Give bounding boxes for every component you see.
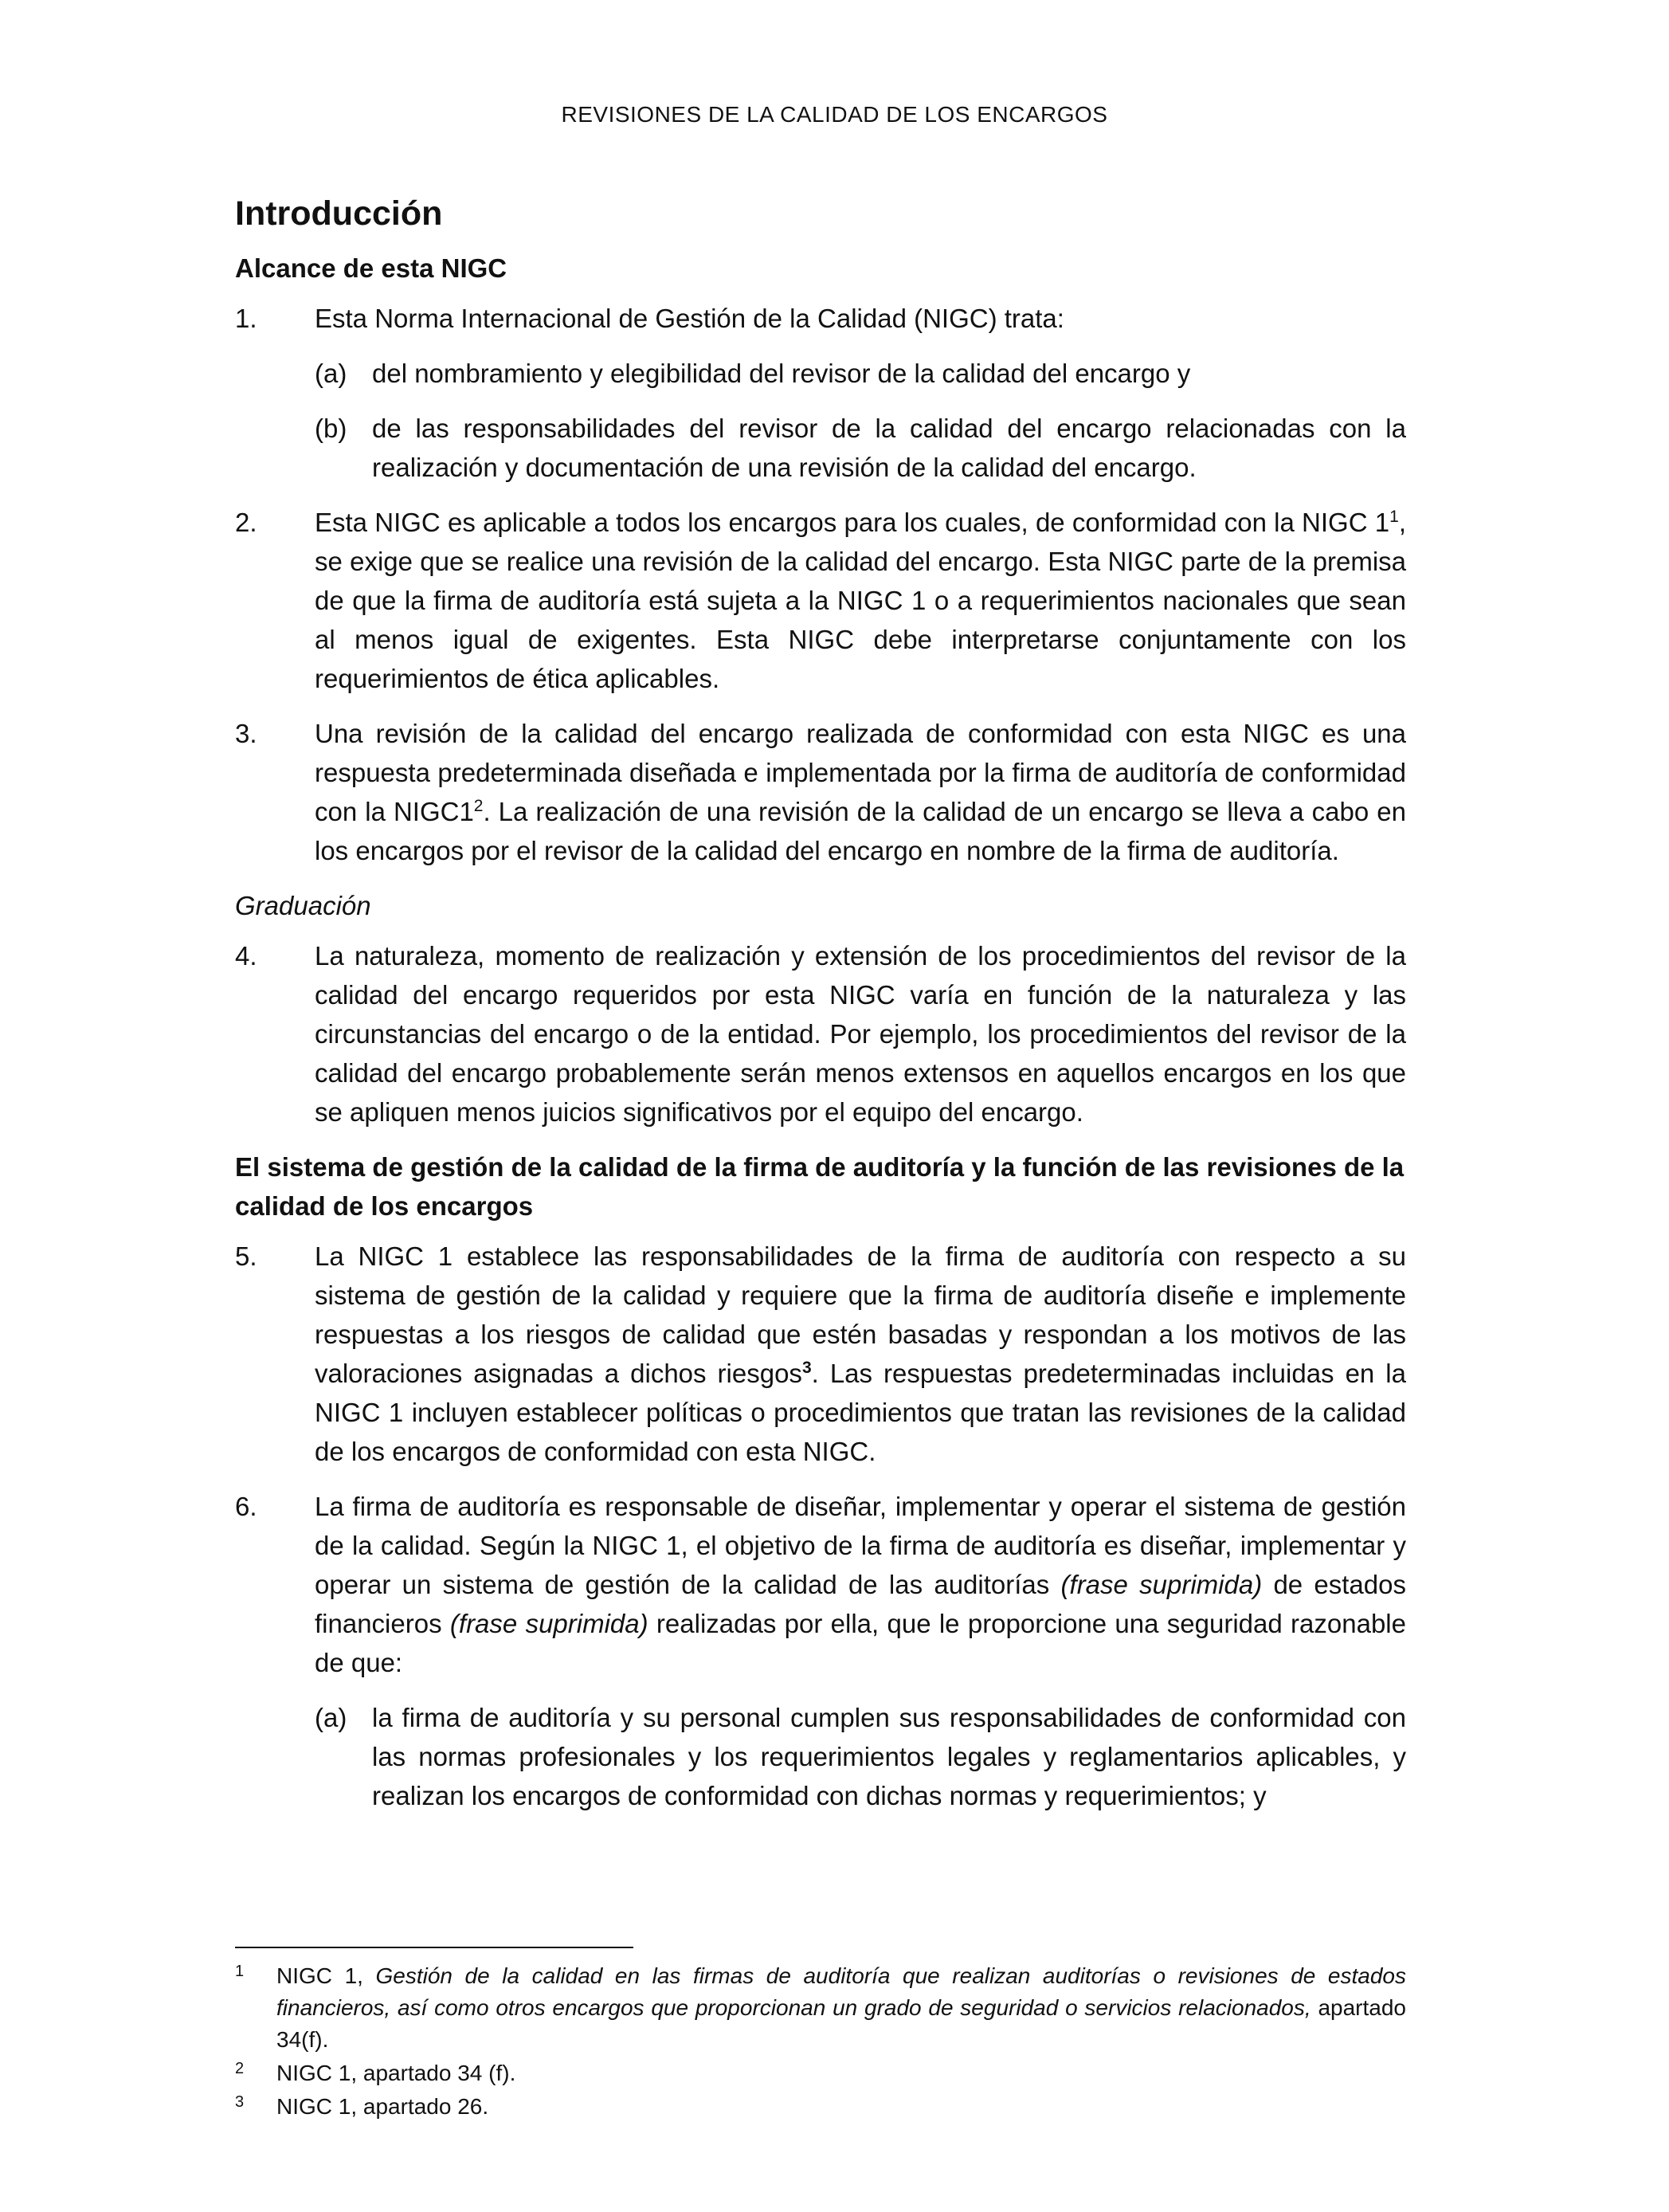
- body-content: [235, 191, 1406, 1831]
- footnote-separator: [235, 1947, 633, 1948]
- paragraph-3: [235, 714, 1406, 870]
- italic-run: Gestión de la calidad en las firmas de auditoría que realizan auditorías o revisiones de estados financieros, así como otros encargos que proporcionan un grado de seguridad o servicios relacionados,: [276, 1963, 1406, 2020]
- text-run: , se exige que se realice una revisión de la calidad del encargo. Esta NIGC parte de la premisa de que la firma de auditoría está sujeta a la NIGC 1 o a requerimientos nacionales que sean al menos igual de exigentes. Esta NIGC debe interpretarse conjuntamente con los requerimientos de ética aplicables.: [315, 508, 1406, 693]
- paragraph-6: [235, 1487, 1406, 1682]
- text-run: Una revisión de la calidad del encargo realizada de conformidad con esta NIGC es una respuesta predeterminada diseñada e implementada por la firma de auditoría de conformidad con la NIGC1: [315, 719, 1406, 826]
- paragraph-text: [315, 714, 1406, 870]
- paragraph-number: 5.: [235, 1241, 257, 1271]
- subitem-6a: [235, 1698, 1406, 1815]
- paragraph-1: [235, 299, 1406, 338]
- footnote-number: 2: [235, 2060, 245, 2077]
- paragraph-text: La naturaleza, momento de realización y extensión de los procedimientos del revisor de la calidad del encargo requeridos por esta NIGC varía en función de la naturaleza y las circunstancias del encargo o de la entidad. Por ejemplo, los procedimientos del revisor de la calidad del encargo probablemente serán menos extensos en aquellos encargos en los que se apliquen menos juicios significativos por el equipo del encargo.: [315, 941, 1406, 1127]
- subitem-letter: (b): [315, 414, 347, 443]
- subitem-letter: (a): [315, 1703, 347, 1732]
- text-run: realizadas por ella, que le proporcione una seguridad razonable de que:: [315, 1609, 1406, 1677]
- subitem-text: la firma de auditoría y su personal cumplen sus responsabilidades de conformidad con las normas profesionales y los requerimientos legales y reglamentarios aplicables, y realizan los encargos de conformidad con dichas normas y requerimientos; y: [372, 1703, 1406, 1810]
- subitem-1b: [235, 409, 1406, 487]
- text-run: La NIGC 1 establece las responsabilidades de la firma de auditoría con respecto a su sistema de gestión de la calidad y requiere que la firma de auditoría diseñe e implemente respuestas a los riesgos de calidad que estén basadas y respondan a los motivos de las valoraciones asignadas a dichos riesgos: [315, 1241, 1406, 1388]
- text-run: La firma de auditoría es responsable de diseñar, implementar y operar el sistema de gestión de la calidad. Según la NIGC 1, el objetivo de la firma de auditoría es diseñar, implementar y operar un sistema de gestión de la calidad de las auditorías: [315, 1492, 1406, 1599]
- footnote-number: 1: [235, 1963, 245, 1980]
- subsection-title-scope: Alcance de esta NIGC: [235, 253, 507, 283]
- footnote-number: 3: [235, 2093, 245, 2111]
- text-run: de estados financieros: [315, 1570, 1406, 1638]
- paragraph-number: 4.: [235, 941, 257, 971]
- subsection-title-system: El sistema de gestión de la calidad de la firma de auditoría y la función de las revisiones de la calidad de los encargos: [235, 1152, 1405, 1221]
- footnote-3: [235, 2091, 1406, 2123]
- section-title: Introducción: [235, 194, 443, 233]
- subsection-title-scaling: Graduación: [235, 891, 371, 920]
- paragraph-number: 1.: [235, 304, 257, 333]
- paragraph-text: Esta Norma Internacional de Gestión de la Calidad (NIGC) trata:: [315, 304, 1064, 333]
- paragraph-4: [235, 936, 1406, 1131]
- subitem-letter: (a): [315, 359, 347, 388]
- subitem-text: de las responsabilidades del revisor de la calidad del encargo relacionadas con la realización y documentación de una revisión de la calidad del encargo.: [372, 414, 1406, 482]
- italic-run: (frase suprimida): [1060, 1570, 1263, 1599]
- text-run: NIGC 1,: [276, 1963, 376, 1988]
- paragraph-number: 2.: [235, 508, 257, 537]
- paragraph-text: [315, 1487, 1406, 1682]
- text-run: NIGC 1, apartado 26.: [276, 2094, 489, 2119]
- footnotes: [235, 1960, 1406, 2124]
- text-run: apartado 34(f).: [276, 1995, 1406, 2052]
- text-run: NIGC 1, apartado 34 (f).: [276, 2061, 516, 2085]
- paragraph-number: 3.: [235, 719, 257, 748]
- text-run: . La realización de una revisión de la calidad de un encargo se lleva a cabo en los encargos por el revisor de la calidad del encargo en nombre de la firma de auditoría.: [315, 797, 1406, 865]
- paragraph-5: [235, 1237, 1406, 1471]
- italic-run: (frase suprimida): [449, 1609, 648, 1638]
- paragraph-number: 6.: [235, 1492, 257, 1521]
- running-header: REVISIONES DE LA CALIDAD DE LOS ENCARGOS: [561, 102, 1108, 127]
- text-run: Esta NIGC es aplicable a todos los encargos para los cuales, de conformidad con la NIGC 1: [315, 508, 1390, 537]
- subitem-text: del nombramiento y elegibilidad del revisor de la calidad del encargo y: [372, 359, 1191, 388]
- footnote-reference[interactable]: 1: [1389, 508, 1399, 526]
- footnote-1: [235, 1960, 1406, 2056]
- subitem-1a: [235, 354, 1406, 393]
- paragraph-text: [315, 503, 1406, 698]
- footnote-2: [235, 2057, 1406, 2089]
- footnote-reference[interactable]: 3: [801, 1359, 812, 1377]
- text-run: . Las respuestas predeterminadas incluidas en la NIGC 1 incluyen establecer políticas o procedimientos que tratan las revisiones de la calidad de los encargos de conformidad con esta NIGC.: [315, 1359, 1406, 1466]
- paragraph-2: [235, 503, 1406, 698]
- footnote-reference[interactable]: 2: [473, 797, 484, 815]
- paragraph-text: [315, 1237, 1406, 1471]
